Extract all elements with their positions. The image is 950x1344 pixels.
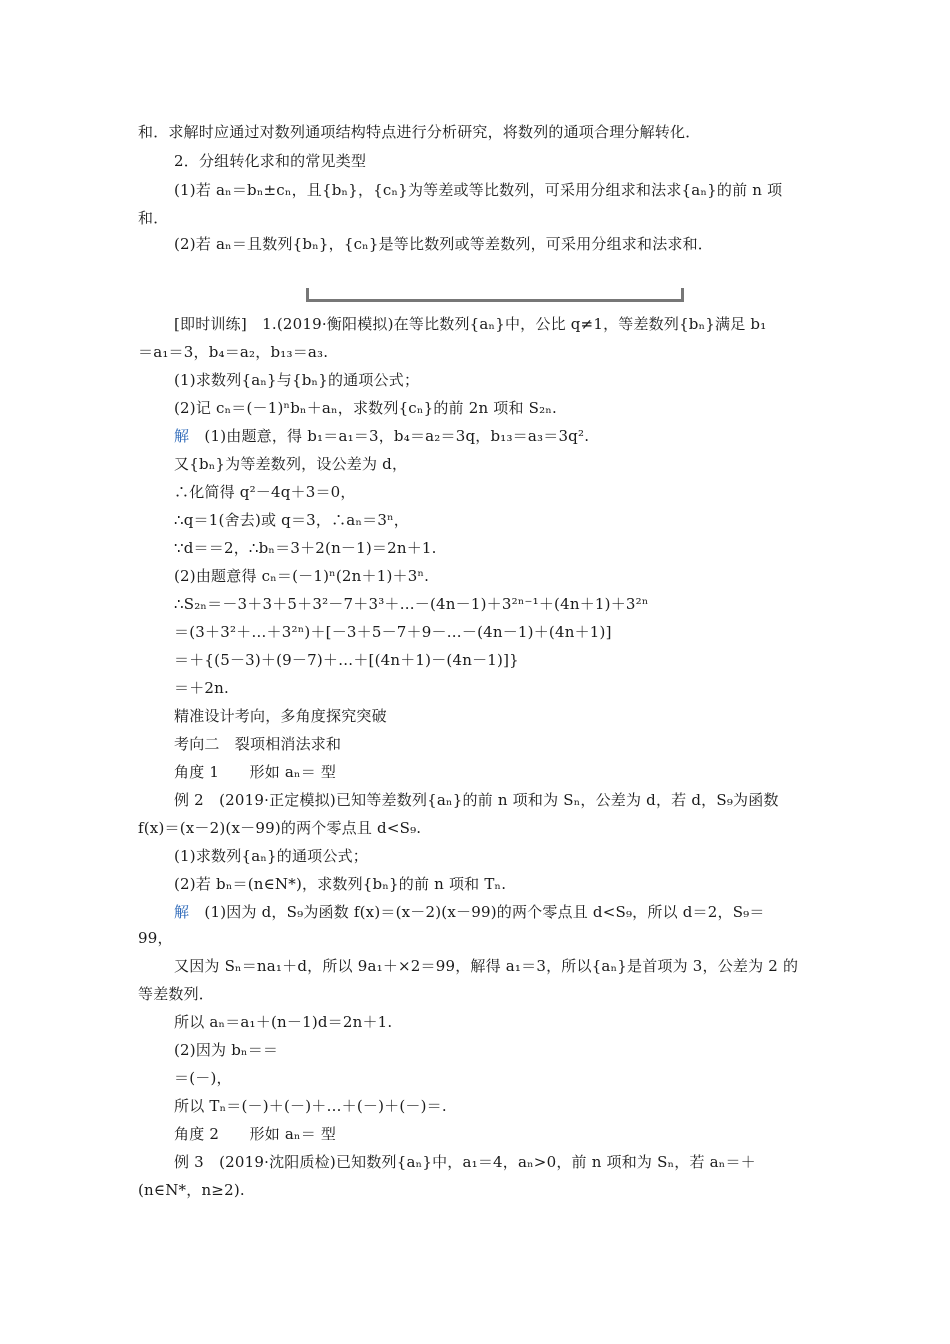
text-line: (1)求数列{aₙ}的通项公式； xyxy=(174,847,368,865)
text-line: 等差数列． xyxy=(138,985,215,1003)
section-divider xyxy=(306,288,684,302)
text-line: 精准设计考向，多角度探究突破 xyxy=(174,707,387,725)
text-line: ∴S₂ₙ＝－3＋3＋5＋3²－7＋3³＋…－(4n－1)＋3²ⁿ⁻¹＋(4n＋1)＋3²ⁿ xyxy=(174,595,649,613)
text-line: [即时训练] 1.(2019·衡阳模拟)在等比数列{aₙ}中，公比 q≠1，等差数列{bₙ}满足 b₁ xyxy=(174,315,767,333)
text-line: ＝(－)， xyxy=(174,1069,232,1087)
text-line: (1)由题意，得 b₁＝a₁＝3，b₄＝a₂＝3q，b₁₃＝a₃＝3q². xyxy=(204,427,590,445)
text-line: (1)求数列{aₙ}与{bₙ}的通项公式； xyxy=(174,371,420,389)
text-line: 角度 2 形如 aₙ＝ 型 xyxy=(174,1125,337,1143)
text-line: ＝a₁＝3，b₄＝a₂，b₁₃＝a₃. xyxy=(138,343,329,361)
solution-line xyxy=(174,426,589,446)
solution-line xyxy=(174,902,765,922)
text-line: 所以 Tₙ＝(－)＋(－)＋…＋(－)＋(－)＝. xyxy=(174,1097,447,1115)
text-line: 考向二 裂项相消法求和 xyxy=(174,735,342,753)
text-line: 例 2 (2019·正定模拟)已知等差数列{aₙ}的前 n 项和为 Sₙ，公差为 d，若 d，S₉为函数 xyxy=(174,791,779,809)
text-line: 例 3 (2019·沈阳质检)已知数列{aₙ}中，a₁＝4，aₙ>0，前 n 项和为 Sₙ，若 aₙ＝＋ xyxy=(174,1153,756,1171)
text-line: ＝＋{(5－3)＋(9－7)＋…＋[(4n＋1)－(4n－1)]} xyxy=(174,651,519,669)
text-line: f(x)＝(x－2)(x－99)的两个零点且 d<S₉. xyxy=(138,819,422,837)
text-line: (n∈N*，n≥2). xyxy=(138,1181,245,1199)
text-line: 角度 1 形如 aₙ＝ 型 xyxy=(174,763,337,781)
solution-label: 解 xyxy=(174,903,190,921)
text-line: (2)若 aₙ＝且数列{bₙ}，{cₙ}是等比数列或等差数列，可采用分组求和法求和． xyxy=(174,235,714,253)
solution-label: 解 xyxy=(174,427,190,445)
text-line: ∵d＝＝2，∴bₙ＝3＋2(n－1)＝2n＋1. xyxy=(174,539,437,557)
text-line: 又{bₙ}为等差数列，设公差为 d， xyxy=(174,455,408,473)
text-line: 和． xyxy=(138,209,169,227)
text-line: ＝(3＋3²＋…＋3²ⁿ)＋[－3＋5－7＋9－…－(4n－1)＋(4n＋1)] xyxy=(174,623,612,641)
text-line: 和．求解时应通过对数列通项结构特点进行分析研究，将数列的通项合理分解转化． xyxy=(138,123,701,141)
text-line: ∴化简得 q²－4q＋3＝0， xyxy=(174,483,356,501)
text-line: ∴q＝1(舍去)或 q＝3，∴aₙ＝3ⁿ， xyxy=(174,511,409,529)
text-line: 又因为 Sₙ＝na₁＋d，所以 9a₁＋×2＝99，解得 a₁＝3，所以{aₙ}是首项为 3，公差为 2 的 xyxy=(174,957,799,975)
text-line: 所以 aₙ＝a₁＋(n－1)d＝2n＋1. xyxy=(174,1013,393,1031)
text-line: (1)若 aₙ＝bₙ±cₙ，且{bₙ}，{cₙ}为等差或等比数列，可采用分组求和法求{aₙ}的前 n 项 xyxy=(174,181,783,199)
text-line: 2．分组转化求和的常见类型 xyxy=(174,152,367,170)
text-line: (2)由题意得 cₙ＝(－1)ⁿ(2n＋1)＋3ⁿ. xyxy=(174,567,430,585)
text-line: (2)若 bₙ＝(n∈N*)，求数列{bₙ}的前 n 项和 Tₙ. xyxy=(174,875,507,893)
text-line: ＝＋2n. xyxy=(174,679,229,697)
text-line: (1)因为 d，S₉为函数 f(x)＝(x－2)(x－99)的两个零点且 d<S₉，所以 d＝2，S₉＝ xyxy=(204,903,765,921)
text-line: (2)因为 bₙ＝＝ xyxy=(174,1041,279,1059)
text-line: (2)记 cₙ＝(－1)ⁿbₙ＋aₙ，求数列{cₙ}的前 2n 项和 S₂ₙ. xyxy=(174,399,557,417)
text-line: 99， xyxy=(138,929,173,947)
